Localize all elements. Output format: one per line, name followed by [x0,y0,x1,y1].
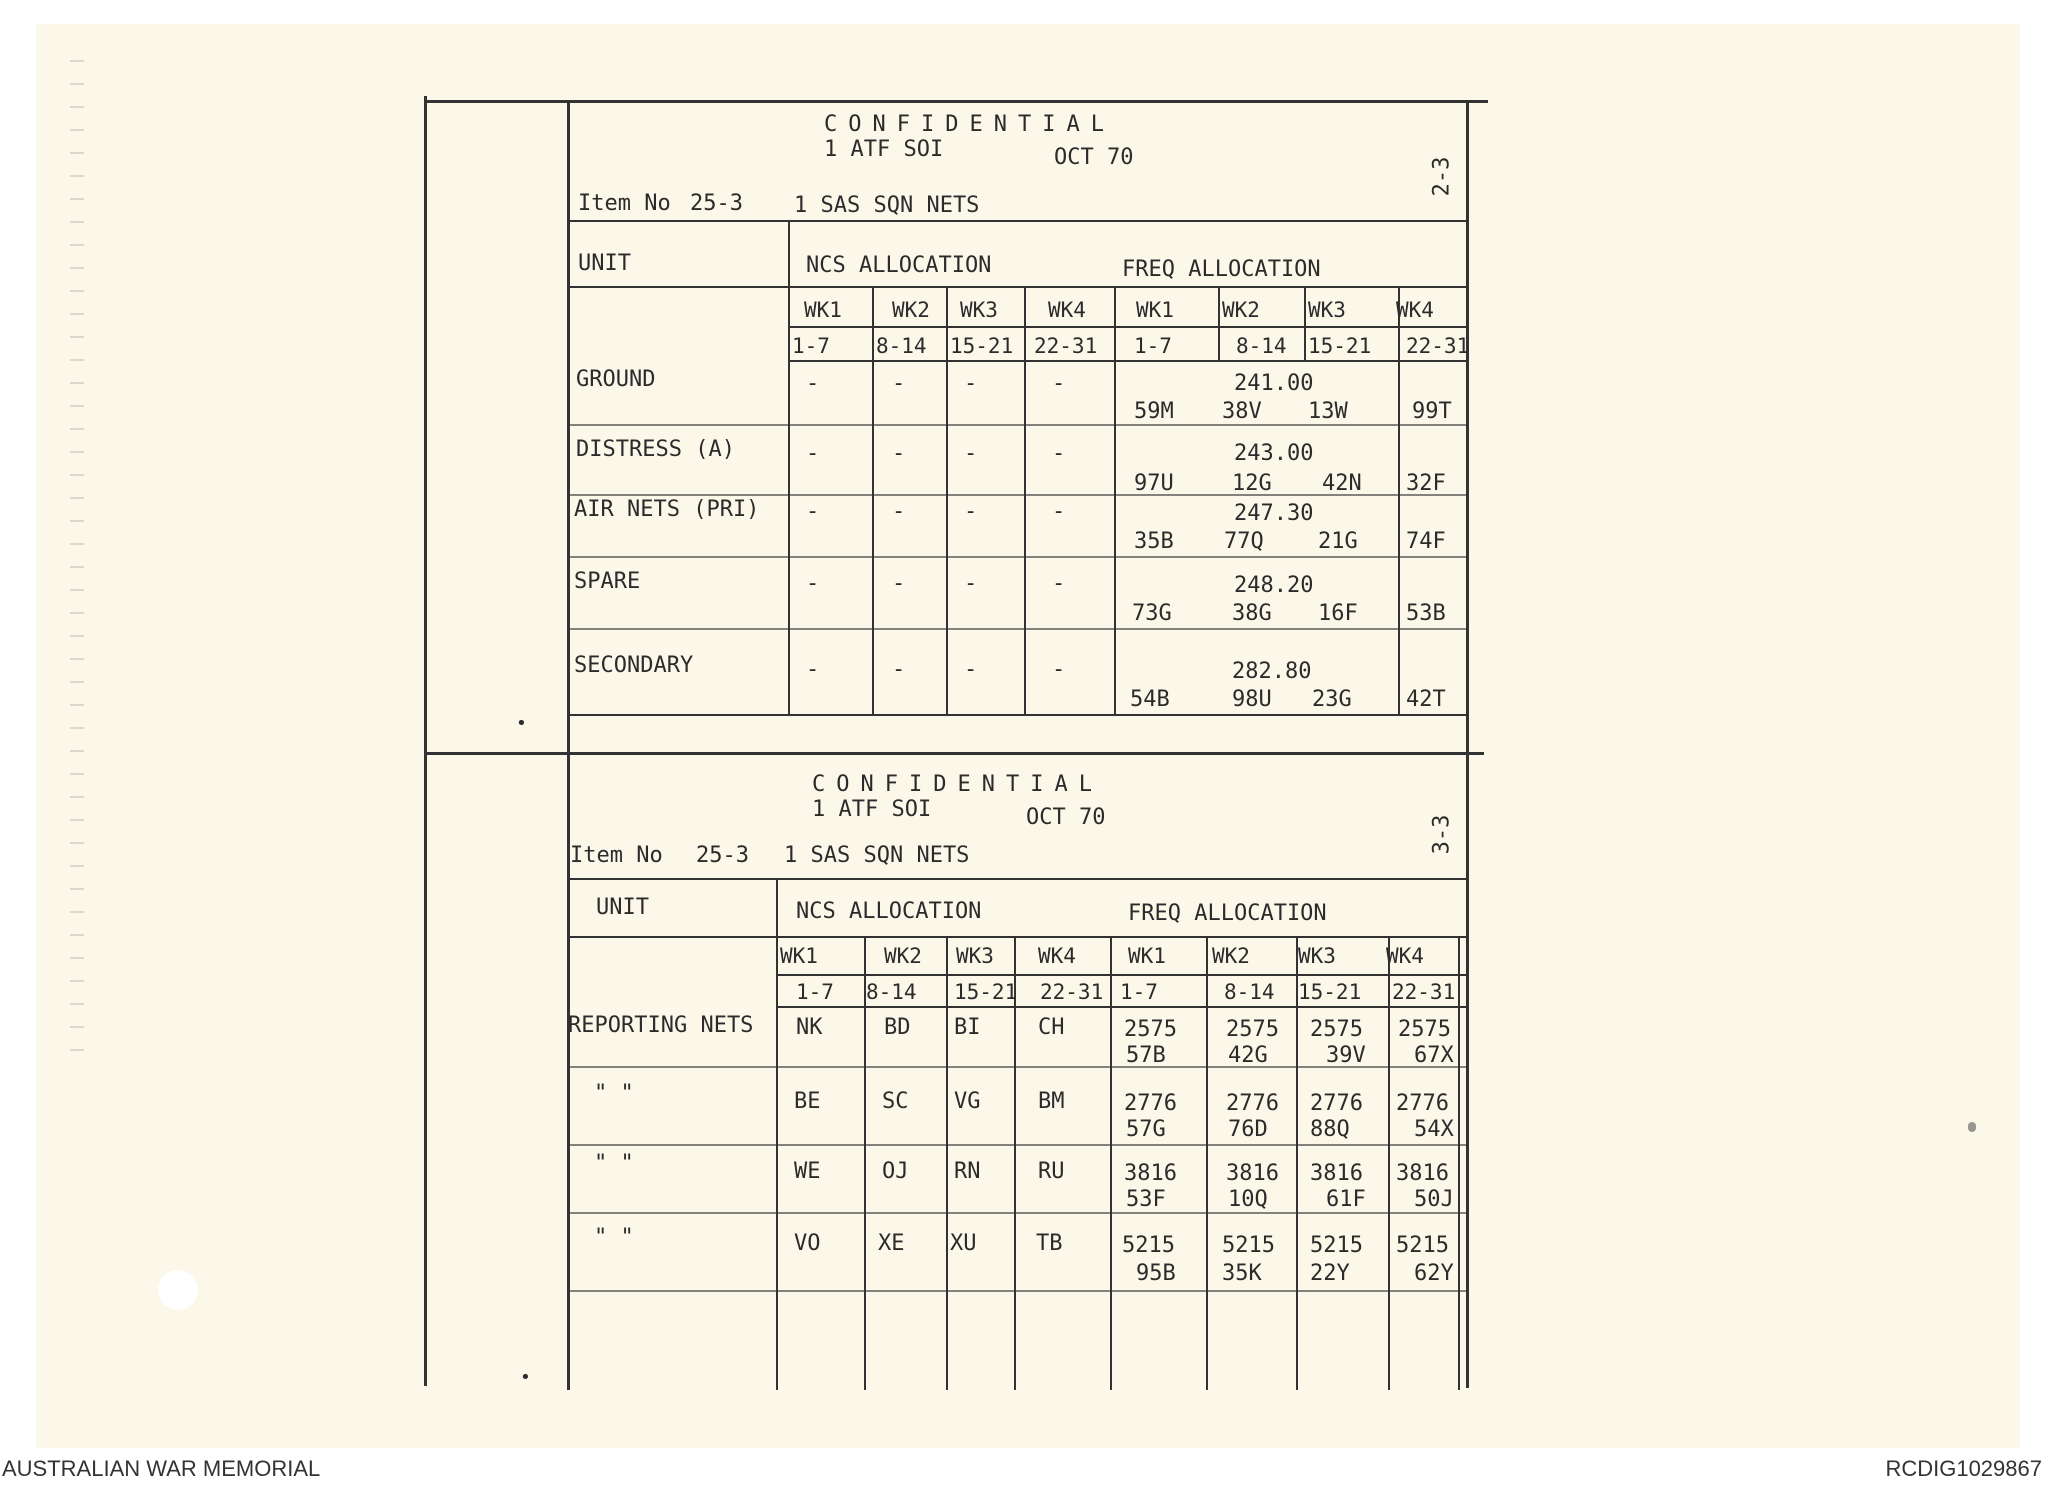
lower-row-unit: " " [594,1225,634,1250]
lower-code: 54X [1414,1117,1454,1142]
upper-ncs-cell: - [892,657,906,682]
upper-code: 23G [1312,687,1352,712]
lower-week: WK4 [1038,944,1076,968]
footer-record-id: RCDIG1029867 [1885,1456,2042,1481]
upper-code: 38V [1222,399,1262,424]
lower-code: 57G [1126,1117,1166,1142]
lower-ncs-cell: SC [882,1089,909,1114]
upper-code: 53B [1406,601,1446,626]
upper-range: 22-31 [1406,334,1470,358]
upper-freq-value: 243.00 [1234,441,1314,466]
upper-ncs-cell: - [806,571,820,596]
upper-row-unit: SPARE [574,569,641,594]
lower-ncs-cell: OJ [882,1159,909,1184]
lower-col-line [864,938,866,1390]
upper-code: 16F [1318,601,1358,626]
upper-code: 12G [1232,471,1272,496]
upper-date: OCT 70 [1054,145,1134,170]
lower-range: 8-14 [1224,980,1275,1004]
upper-ncs-cell: - [892,499,906,524]
upper-code: 38G [1232,601,1272,626]
upper-ncs-cell: - [806,499,820,524]
lower-ncs-cell: RN [954,1159,981,1184]
lower-freq-value: 3816 [1396,1161,1449,1186]
upper-freq-value: 247.30 [1234,501,1314,526]
upper-range-rule [788,360,1468,362]
upper-ncs-cell: - [964,441,978,466]
upper-ncs-cell: - [964,571,978,596]
lower-freq-value: 5215 [1396,1233,1449,1258]
lower-freq-value: 3816 [1310,1161,1363,1186]
upper-item-no: 25-3 [690,191,743,216]
punch-hole [158,1270,198,1310]
paper-speck [1968,1122,1976,1132]
upper-code: 54B [1130,687,1170,712]
upper-row-rule [570,714,1468,716]
upper-header-top [570,220,1468,222]
upper-code: 74F [1406,529,1446,554]
lower-ncs-cell: NK [796,1015,823,1040]
lower-col-line [1458,938,1460,1390]
lower-week: WK2 [884,944,922,968]
lower-ncs-cell: RU [1038,1159,1065,1184]
lower-code: 10Q [1228,1187,1268,1212]
upper-col-line [872,288,874,716]
lower-row-unit: " " [594,1151,634,1176]
upper-col-line [1114,288,1116,716]
lower-freq-value: 2575 [1398,1017,1451,1042]
upper-unit-header: UNIT [578,251,631,276]
lower-row-rule [568,1290,1466,1292]
lower-range-rule [776,1006,1466,1008]
upper-confidential: CONFIDENTIAL [824,112,1115,137]
lower-row-rule [568,1212,1466,1214]
upper-col-line [1024,288,1026,716]
lower-week: WK4 [1386,944,1424,968]
lower-code: 76D [1228,1117,1268,1142]
lower-range: 8-14 [866,980,917,1004]
lower-col-line [1206,938,1208,1390]
upper-code: 42T [1406,687,1446,712]
upper-week: WK2 [892,298,930,322]
upper-row-rule [570,628,1468,630]
upper-week: WK4 [1048,298,1086,322]
lower-week: WK3 [956,944,994,968]
upper-subheader-rule [570,286,1468,288]
lower-freq-value: 2575 [1226,1017,1279,1042]
lower-range: 22-31 [1040,980,1104,1004]
upper-col-line [1304,288,1306,362]
archive-footer [0,1448,2048,1486]
lower-range: 22-31 [1392,980,1456,1004]
lower-item-no: 25-3 [696,843,749,868]
lower-col-line [1110,938,1112,1390]
lower-ncs-cell: VG [954,1089,981,1114]
upper-range: 8-14 [876,334,927,358]
upper-range: 8-14 [1236,334,1287,358]
lower-code: 95B [1136,1261,1176,1286]
upper-ncs-cell: - [1052,441,1066,466]
upper-item-label: Item No [578,191,671,216]
upper-ncs-cell: - [1052,499,1066,524]
lower-ncs-cell: BD [884,1015,911,1040]
lower-freq-value: 2776 [1226,1091,1279,1116]
upper-freq-value: 241.00 [1234,371,1314,396]
upper-row-unit: GROUND [576,367,656,392]
upper-range: 15-21 [1308,334,1372,358]
margin-mark: • [520,1367,531,1388]
upper-code: 32F [1406,471,1446,496]
lower-code: 39V [1326,1043,1366,1068]
upper-code: 59M [1134,399,1174,424]
lower-range: 15-21 [954,980,1018,1004]
upper-row-rule [570,424,1468,426]
upper-range: 22-31 [1034,334,1098,358]
document-page [36,24,2020,1448]
lower-freq-value: 5215 [1222,1233,1275,1258]
upper-week: WK1 [1136,298,1174,322]
lower-soi: 1 ATF SOI [812,797,932,822]
upper-week: WK4 [1396,298,1434,322]
upper-code: 21G [1318,529,1358,554]
lower-row-rule [568,1144,1466,1146]
lower-code: 62Y [1414,1261,1454,1286]
lower-range: 15-21 [1298,980,1362,1004]
lower-confidential: CONFIDENTIAL [812,772,1103,797]
lower-item-label: Item No [570,843,663,868]
lower-freq-header: FREQ ALLOCATION [1128,901,1327,926]
upper-ncs-cell: - [1052,371,1066,396]
upper-ncs-cell: - [964,657,978,682]
upper-ncs-cell: - [892,371,906,396]
upper-col-line [1218,288,1220,362]
lower-subheader-rule [568,936,1466,938]
lower-code: 57B [1126,1043,1166,1068]
upper-ncs-cell: - [892,441,906,466]
lower-col-line [1296,938,1298,1390]
lower-col-line [1014,938,1016,1390]
upper-week: WK2 [1222,298,1260,322]
lower-col-line [776,878,778,1390]
lower-week: WK1 [780,944,818,968]
lower-freq-value: 2776 [1396,1091,1449,1116]
upper-title: 1 SAS SQN NETS [794,193,980,218]
upper-code: 42N [1322,471,1362,496]
upper-code: 97U [1134,471,1174,496]
lower-unit-header: UNIT [596,895,649,920]
upper-code: 99T [1412,399,1452,424]
upper-freq-header: FREQ ALLOCATION [1122,257,1321,282]
lower-ncs-cell: TB [1036,1231,1063,1256]
upper-ncs-cell: - [806,371,820,396]
upper-ncs-header: NCS ALLOCATION [806,253,992,278]
lower-ncs-cell: BM [1038,1089,1065,1114]
lower-freq-value: 2776 [1124,1091,1177,1116]
upper-row-unit: SECONDARY [574,653,694,678]
lower-code: 53F [1126,1187,1166,1212]
upper-row-unit: AIR NETS (PRI) [574,497,760,522]
lower-ncs-cell: BE [794,1089,821,1114]
upper-code: 77Q [1224,529,1264,554]
lower-freq-value: 3816 [1124,1161,1177,1186]
right-rule [1466,100,1469,1388]
section-divider [424,752,1484,755]
lower-row-unit: " " [594,1081,634,1106]
lower-code: 22Y [1310,1261,1350,1286]
lower-ncs-header: NCS ALLOCATION [796,899,982,924]
upper-ncs-cell: - [964,499,978,524]
upper-week: WK1 [804,298,842,322]
lower-page-number: 3-3 [1429,814,1455,855]
upper-ncs-cell: - [1052,571,1066,596]
upper-soi: 1 ATF SOI [824,137,944,162]
lower-row-unit: REPORTING NETS [568,1013,754,1038]
upper-week: WK3 [1308,298,1346,322]
upper-code: 35B [1134,529,1174,554]
lower-range: 1-7 [796,980,834,1004]
upper-freq-value: 282.80 [1232,659,1312,684]
lower-week: WK3 [1298,944,1336,968]
outer-left-rule [424,96,427,1386]
upper-range: 1-7 [1134,334,1172,358]
upper-page-number: 2-3 [1429,156,1455,197]
lower-ncs-cell: XU [950,1231,977,1256]
lower-code: 50J [1414,1187,1454,1212]
upper-code: 73G [1132,601,1172,626]
lower-code: 35K [1222,1261,1262,1286]
upper-freq-value: 248.20 [1234,573,1314,598]
lower-header-top [568,878,1466,880]
lower-date: OCT 70 [1026,805,1106,830]
lower-week-rule [776,974,1466,976]
upper-ncs-cell: - [892,571,906,596]
upper-code: 98U [1232,687,1272,712]
lower-ncs-cell: BI [954,1015,981,1040]
lower-week: WK1 [1128,944,1166,968]
margin-mark: • [516,713,527,734]
upper-range: 15-21 [950,334,1014,358]
lower-freq-value: 3816 [1226,1161,1279,1186]
lower-freq-value: 5215 [1310,1233,1363,1258]
lower-freq-value: 2575 [1310,1017,1363,1042]
footer-institution: AUSTRALIAN WAR MEMORIAL [2,1456,321,1481]
upper-range: 1-7 [792,334,830,358]
lower-ncs-cell: WE [794,1159,821,1184]
lower-code: 67X [1414,1043,1454,1068]
lower-range: 1-7 [1120,980,1158,1004]
upper-ncs-cell: - [1052,657,1066,682]
lower-week: WK2 [1212,944,1250,968]
binding-marks [70,60,84,1060]
lower-ncs-cell: VO [794,1231,821,1256]
lower-code: 61F [1326,1187,1366,1212]
upper-ncs-cell: - [964,371,978,396]
lower-title: 1 SAS SQN NETS [784,843,970,868]
lower-col-line [946,938,948,1390]
lower-freq-value: 2575 [1124,1017,1177,1042]
upper-row-unit: DISTRESS (A) [576,437,735,462]
upper-ncs-cell: - [806,657,820,682]
upper-code: 13W [1308,399,1348,424]
lower-code: 88Q [1310,1117,1350,1142]
lower-freq-value: 2776 [1310,1091,1363,1116]
lower-ncs-cell: CH [1038,1015,1065,1040]
lower-freq-value: 5215 [1122,1233,1175,1258]
upper-row-rule [570,556,1468,558]
lower-col-line [1388,938,1390,1390]
upper-col-line [946,288,948,716]
inner-left-rule [567,100,570,1390]
upper-week: WK3 [960,298,998,322]
upper-col-line [788,220,790,716]
lower-ncs-cell: XE [878,1231,905,1256]
top-rule [424,100,1488,103]
upper-ncs-cell: - [806,441,820,466]
lower-code: 42G [1228,1043,1268,1068]
upper-week-rule [788,326,1468,328]
upper-col-line [1398,288,1400,716]
